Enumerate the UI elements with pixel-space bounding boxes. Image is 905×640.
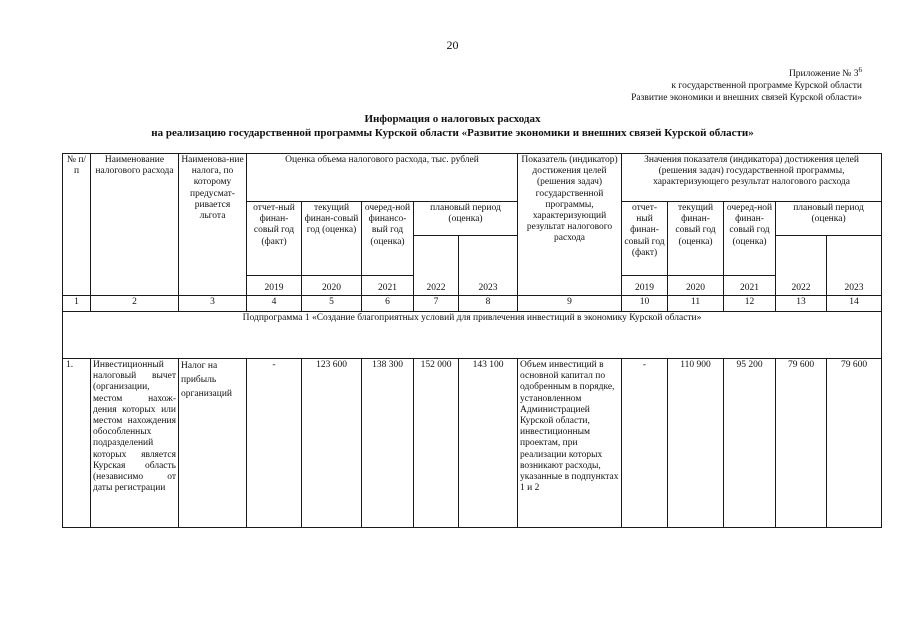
column-number: 5 (302, 296, 362, 312)
header-next: очеред-ной финансо-вый год (оценка) (362, 202, 414, 276)
estimate-2023: 143 100 (459, 359, 518, 528)
value-2022: 79 600 (776, 359, 827, 528)
value-2020: 110 900 (668, 359, 724, 528)
header-reported-b: отчет-ный финан-совый год (факт) (622, 202, 668, 276)
header-values-group: Значения показателя (индикатора) достижения целей (решения задач) государственной программы, характеризующего результат налогового расхода (622, 154, 882, 202)
header-current: текущий финан-совый год (оценка) (302, 202, 362, 276)
header-next-b: очеред-ной финан-совый год (оценка) (724, 202, 776, 276)
column-number: 3 (179, 296, 247, 312)
header-estimate-group: Оценка объема налогового расхода, тыс. рублей (247, 154, 518, 202)
column-number: 1 (63, 296, 91, 312)
header-name: Наименование налогового расхода (91, 154, 179, 296)
header-current-b: текущий финан-совый год (оценка) (668, 202, 724, 276)
year-2023: 2023 (459, 236, 518, 296)
appendix-line2: к государственной программе Курской области (671, 81, 862, 92)
document-title (0, 113, 905, 141)
header-planned-b: плановый период (оценка) (776, 202, 882, 236)
appendix-reference (631, 66, 862, 105)
title-line1: Информация о налоговых расходах (364, 113, 541, 125)
column-number: 12 (724, 296, 776, 312)
column-number: 6 (362, 296, 414, 312)
column-number: 4 (247, 296, 302, 312)
value-2023: 79 600 (827, 359, 882, 528)
appendix-line3: Развитие экономики и внешних связей Курской области» (631, 92, 862, 103)
column-number: 2 (91, 296, 179, 312)
estimate-2019: - (247, 359, 302, 528)
column-number-row (63, 296, 882, 312)
page-number: 20 (446, 38, 459, 52)
column-number: 9 (518, 296, 622, 312)
title-line2: на реализацию государственной программы Курской области «Развитие экономики и внешних связей Курской области» (151, 126, 754, 139)
table-row (63, 359, 882, 528)
year-2021: 2021 (362, 276, 414, 296)
subprogram-title: Подпрограмма 1 «Создание благоприятных условий для привлечения инвестиций в экономику Курской области» (63, 312, 882, 359)
header-reported: отчет-ный финан-совый год (факт) (247, 202, 302, 276)
header-planned: плановый период (оценка) (414, 202, 518, 236)
subprogram-row (63, 312, 882, 359)
tax-name: Налог на прибыль организаций (179, 359, 247, 528)
tax-expenditure-table (62, 153, 882, 528)
column-number: 10 (622, 296, 668, 312)
tax-expenditure-name: Инвестиционный налоговый вычет (организации, местом нахож-дения которых или местом нахождения обособленных подразделений которых является Курская область (независимо от даты регистрации (91, 359, 179, 528)
year-2022: 2022 (414, 236, 459, 296)
header-indicator: Показатель (индикатор) достижения целей (решения задач) государственной программы, характеризующий результат налогового расхода (518, 154, 622, 296)
header-num: № п/п (63, 154, 91, 296)
year-2019-b: 2019 (622, 276, 668, 296)
indicator-description: Объем инвестиций в основной капитал по одобренным в порядке, установленном Администрацией Курской области, инвестиционным проектам, при реализации которых возникают расходы, указанные в подпунктах 1 и 2 (518, 359, 622, 528)
year-2023-b: 2023 (827, 236, 882, 296)
value-2019: - (622, 359, 668, 528)
estimate-2021: 138 300 (362, 359, 414, 528)
column-number: 14 (827, 296, 882, 312)
year-2021-b: 2021 (724, 276, 776, 296)
column-number: 11 (668, 296, 724, 312)
value-2021: 95 200 (724, 359, 776, 528)
column-number: 13 (776, 296, 827, 312)
header-tax: Наименова-ние налога, по которому предусмат-ривается льгота (179, 154, 247, 296)
year-2020-b: 2020 (668, 276, 724, 296)
year-2020: 2020 (302, 276, 362, 296)
column-number: 8 (459, 296, 518, 312)
row-number: 1. (63, 359, 91, 528)
column-number: 7 (414, 296, 459, 312)
appendix-superscript: 6 (858, 66, 862, 74)
estimate-2020: 123 600 (302, 359, 362, 528)
appendix-line1: Приложение № 3 (788, 69, 859, 80)
year-2022-b: 2022 (776, 236, 827, 296)
year-2019: 2019 (247, 276, 302, 296)
estimate-2022: 152 000 (414, 359, 459, 528)
